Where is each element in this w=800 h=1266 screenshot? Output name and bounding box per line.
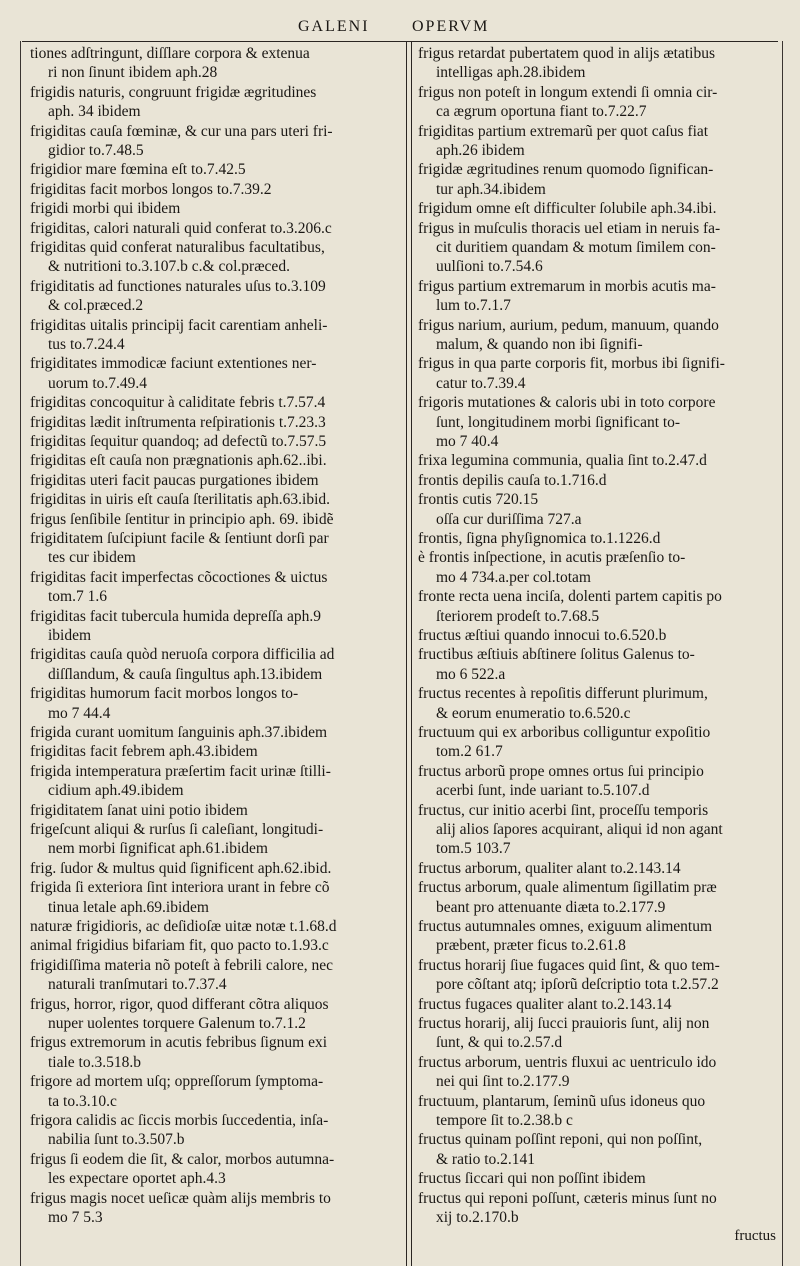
index-line: acerbi ſunt, inde uariant to.5.107.d <box>436 782 650 800</box>
index-line: frigida curant uomitum ſanguinis aph.37.ibidem <box>30 724 328 741</box>
running-header <box>0 18 800 40</box>
index-line: tus to.7.24.4 <box>48 336 125 353</box>
index-line: frigore ad mortem uſq; oppreſſorum ſymptoma- <box>30 1073 324 1091</box>
index-line: è frontis inſpectione, in acutis præſenſio to- <box>418 549 686 567</box>
index-line: fructus quinam poſſint reponi, qui non poſſint, <box>418 1131 703 1149</box>
index-line: frigiditas partium extremarũ per quot caſus fiat <box>418 122 709 140</box>
index-line: uorum to.7.49.4 <box>48 374 148 392</box>
index-line: frigiditas in uiris eſt cauſa ſterilitatis aph.63.ibid. <box>30 491 331 509</box>
index-line: frigus partium extremarum in morbis acutis ma- <box>418 277 716 295</box>
index-line: fructus horarij ſiue fugaces quid ſint, & quo tem- <box>418 956 720 974</box>
index-line: ca ægrum oportuna fiant to.7.22.7 <box>436 103 647 121</box>
index-line: frigiditatem ſuſcipiunt facile & ſentiunt dorſi par <box>30 530 329 547</box>
catchword: fructus <box>734 1228 776 1245</box>
index-line: præbent, præter ficus to.2.61.8 <box>436 937 626 955</box>
running-header-left-word: GALENI <box>298 18 370 35</box>
right-margin-rule <box>782 41 783 1266</box>
index-line: mo 7 5.3 <box>48 1209 103 1226</box>
index-line: nei qui ſint to.2.177.9 <box>436 1073 570 1091</box>
index-line: les expectare oportet aph.4.3 <box>48 1170 226 1188</box>
index-line: beant pro attenuante diæta to.2.177.9 <box>436 898 666 916</box>
index-line: ta to.3.10.c <box>48 1092 117 1110</box>
index-line: cidium aph.49.ibidem <box>48 782 184 800</box>
index-line: malum, & quando non ibi ſignifi- <box>436 336 643 353</box>
index-line: fructus arborum, qualiter alant to.2.143.14 <box>418 859 681 877</box>
index-line: diſſlandum, & cauſa ſingultus aph.13.ibidem <box>48 665 323 683</box>
index-line: & eorum enumeratio to.6.520.c <box>436 704 631 722</box>
index-line: frigidi morbi qui ibidem <box>30 200 181 218</box>
index-line: tom.5 103.7 <box>436 840 511 858</box>
index-line: aph. 34 ibidem <box>48 103 141 121</box>
index-line: frigidum omne eſt difficulter ſolubile aph.34.ibi. <box>418 200 717 218</box>
index-line: frigus non poteſt in longum extendi ſi omnia cir- <box>418 83 718 101</box>
index-line: frigidiſſima materia nõ poteſt à febrili calore, nec <box>30 956 333 974</box>
index-line: fructus fugaces qualiter alant to.2.143.14 <box>418 995 672 1013</box>
index-line: frigus, horror, rigor, quod differant cõtra aliquos <box>30 995 329 1013</box>
index-line: & col.præced.2 <box>48 297 144 315</box>
index-line: frigoris mutationes & caloris ubi in toto corpore <box>418 394 716 412</box>
index-line: fructus æſtiui quando innocui to.6.520.b <box>418 627 667 644</box>
index-line: tom.2 61.7 <box>436 743 503 761</box>
index-line: frigus ſi eodem die ſit, & calor, morbos autumna- <box>30 1150 335 1168</box>
index-line: fructus ſiccari qui non poſſint ibidem <box>418 1170 646 1188</box>
index-line: ſunt, & qui to.2.57.d <box>436 1034 563 1052</box>
index-line: naturæ frigidioris, ac deſidioſæ uitæ notæ t.1.68.d <box>30 918 337 935</box>
index-line: frigiditas lædit inſtrumenta reſpirationis t.7.23.3 <box>30 413 326 431</box>
index-line: intelligas aph.28.ibidem <box>436 64 586 82</box>
index-line: fructus, cur initio acerbi ſint, proceſſu temporis <box>418 801 709 819</box>
index-line: cit duritiem quandam & motum ſimilem con- <box>436 239 716 256</box>
index-line: & ratio to.2.141 <box>436 1150 536 1168</box>
right-column <box>418 44 776 1264</box>
index-line: fructuum, plantarum, ſeminũ uſus idoneus quo <box>418 1092 706 1110</box>
index-line: uulſioni to.7.54.6 <box>436 258 543 276</box>
index-line: nuper uolentes torquere Galenum to.7.1.2 <box>48 1015 306 1032</box>
index-line: frigiditas facit febrem aph.43.ibidem <box>30 743 258 761</box>
index-line: frigiditas uteri facit paucas purgationes ibidem <box>30 471 319 489</box>
index-line: frigiditas ſequitur quandoq; ad defectũ to.7.57.5 <box>30 433 327 450</box>
index-line: frixa legumina communia, qualia ſint to.2.47.d <box>418 452 707 470</box>
index-line: tinua letale aph.69.ibidem <box>48 898 209 916</box>
index-line: tiale to.3.518.b <box>48 1053 141 1071</box>
index-line: ibidem <box>48 627 92 644</box>
index-line: tur aph.34.ibidem <box>436 180 546 198</box>
index-line: mo 7 40.4 <box>436 433 499 450</box>
index-line: frigiditates immodicæ faciunt extentiones ner- <box>30 355 317 373</box>
column-divider <box>406 41 407 1266</box>
index-line: frigus retardat pubertatem quod in alijs ætatibus <box>418 45 716 62</box>
index-line: frontis, ſigna phyſignomica to.1.1226.d <box>418 530 661 547</box>
index-line: frigiditas facit tubercula humida depreſſa aph.9 <box>30 607 321 625</box>
index-line: frigiditas concoquitur à caliditate febris t.7.57.4 <box>30 394 326 412</box>
index-line: & nutritioni to.3.107.b c.& col.præced. <box>48 258 290 276</box>
index-line: fructus qui reponi poſſunt, cæteris minus ſunt no <box>418 1189 717 1207</box>
running-header-right-word: OPERVM <box>412 18 490 35</box>
index-line: frigus extremorum in acutis febribus ſignum exi <box>30 1034 328 1052</box>
index-line: frig. ſudor & multus quid ſignificent aph.62.ibid. <box>30 859 332 877</box>
index-line: frigiditas cauſa fœminæ, & cur una pars uteri fri- <box>30 122 333 140</box>
index-line: alij alios ſapores acquirant, aliqui id non agant <box>436 821 723 838</box>
index-line: frigiditas quid conferat naturalibus facultatibus, <box>30 239 325 256</box>
index-line: fructus autumnales omnes, exiguum alimentum <box>418 918 713 935</box>
index-line: nabilia ſunt to.3.507.b <box>48 1131 185 1149</box>
index-line: tiones adſtringunt, diſſlare corpora & extenua <box>30 45 310 62</box>
index-line: frigidæ ægritudines renum quomodo ſignifican- <box>418 161 714 179</box>
index-line: frigiditas, calori naturali quid conferat to.3.206.c <box>30 219 332 237</box>
index-line: frontis cutis 720.15 <box>418 491 539 509</box>
index-line: frigus ſenſibile ſentitur in principio aph. 69. ibidẽ <box>30 510 334 528</box>
index-line: frigidior mare fœmina eſt to.7.42.5 <box>30 161 246 179</box>
index-line: lum to.7.1.7 <box>436 297 511 315</box>
index-line: ſunt, longitudinem morbi ſignificant to- <box>436 413 681 431</box>
column-divider-inner <box>411 41 412 1266</box>
index-line: fructus arborũ prope omnes ortus ſui principio <box>418 762 704 780</box>
index-line: xij to.2.170.b <box>436 1209 519 1226</box>
index-line: naturali tranſmutari to.7.37.4 <box>48 976 227 994</box>
index-line: fructus recentes à repoſitis differunt plurimum, <box>418 685 708 703</box>
index-line: fructuum qui ex arboribus colliguntur expoſitio <box>418 724 711 741</box>
header-rule <box>22 41 778 42</box>
index-line: frigiditas eſt cauſa non prægnationis aph.62..ibi. <box>30 452 327 470</box>
index-line: fronte recta uena inciſa, dolenti partem capitis po <box>418 588 722 606</box>
index-line: tempore ſit to.2.38.b c <box>436 1112 573 1129</box>
index-line: frigiditas humorum facit morbos longos to- <box>30 685 299 703</box>
index-line: frigiditatem ſanat uini potio ibidem <box>30 801 248 819</box>
index-line: tes cur ibidem <box>48 549 136 567</box>
index-line: frigiditas facit morbos longos to.7.39.2 <box>30 180 272 198</box>
index-line: frigora calidis ac ſiccis morbis ſuccedentia, inſa- <box>30 1112 329 1129</box>
index-line: nem morbi ſignificat aph.61.ibidem <box>48 840 268 858</box>
index-line: catur to.7.39.4 <box>436 374 526 392</box>
index-line: oſſa cur duriſſima 727.a <box>436 510 582 528</box>
index-line: fructus arborum, uentris fluxui ac uentriculo ido <box>418 1053 717 1071</box>
index-line: ſteriorem prodeſt to.7.68.5 <box>436 607 600 625</box>
index-line: fructus horarij, alij ſucci prauioris ſunt, alij non <box>418 1015 710 1032</box>
index-line: frigiditas cauſa quòd neruoſa corpora difficilia ad <box>30 646 335 664</box>
index-line: frigida ſi exteriora ſint interiora urant in febre cõ <box>30 879 330 897</box>
index-line: ri non ſinunt ibidem aph.28 <box>48 64 218 82</box>
index-line: frigiditas uitalis principij facit carentiam anheli- <box>30 316 328 334</box>
index-line: fructus arborum, quale alimentum ſigillatim præ <box>418 879 717 897</box>
index-line: mo 4 734.a.per col.totam <box>436 568 591 586</box>
index-line: pore cõſtant atq; ipſorũ deſcriptio tota t.2.57.2 <box>436 976 719 994</box>
index-line: mo 6 522.a <box>436 665 506 683</box>
index-line: frigidis naturis, congruunt frigidæ ægritudines <box>30 83 317 101</box>
index-line: frigus in qua parte corporis fit, morbus ibi ſignifi- <box>418 355 725 373</box>
index-line: mo 7 44.4 <box>48 704 111 722</box>
index-line: frigiditatis ad functiones naturales uſus to.3.109 <box>30 277 326 295</box>
index-line: frontis depilis cauſa to.1.716.d <box>418 471 607 489</box>
left-margin-rule <box>20 41 21 1266</box>
index-line: frigus magis nocet ueſicæ quàm alijs membris to <box>30 1189 331 1207</box>
index-line: frigeſcunt aliqui & rurſus ſi caleſiant, longitudi- <box>30 821 324 838</box>
left-column <box>30 44 400 1264</box>
index-line: frigus narium, aurium, pedum, manuum, quando <box>418 316 719 334</box>
index-line: frigida intemperatura præſertim facit urinæ ſtilli- <box>30 762 331 780</box>
index-line: frigus in muſculis thoracis uel etiam in neruis fa- <box>418 219 721 237</box>
index-line: tom.7 1.6 <box>48 588 107 606</box>
index-line: frigiditas facit imperfectas cõcoctiones & uictus <box>30 568 328 586</box>
index-line: aph.26 ibidem <box>436 142 525 159</box>
index-line: fructibus æſtiuis abſtinere ſolitus Galenus to- <box>418 646 695 664</box>
index-line: gidior to.7.48.5 <box>48 142 144 159</box>
index-line: animal frigidius bifariam fit, quo pacto to.1.93.c <box>30 937 329 955</box>
